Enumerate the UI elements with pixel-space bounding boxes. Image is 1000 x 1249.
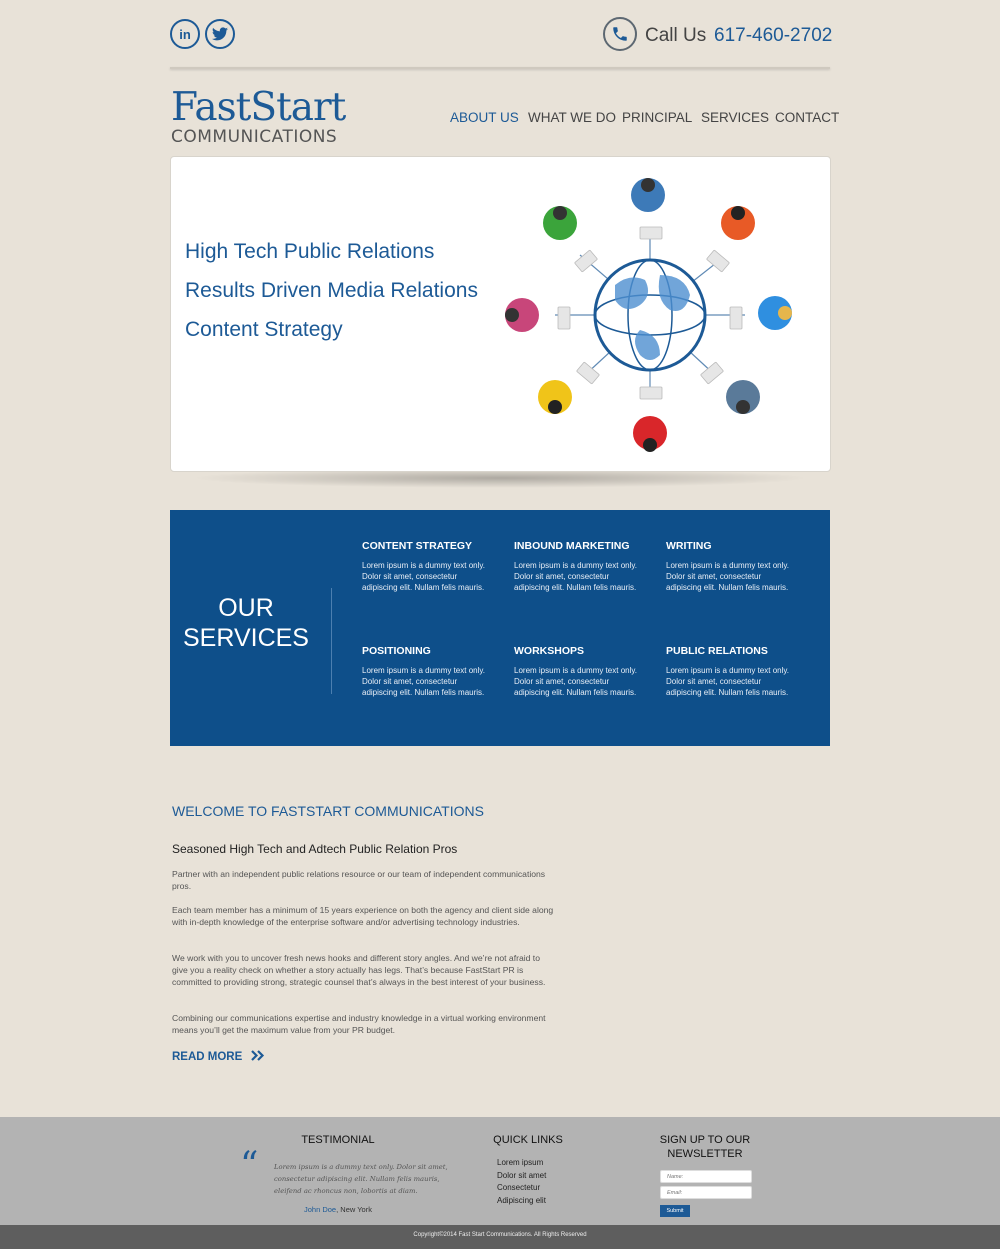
newsletter-submit-button[interactable]: Submit <box>660 1205 690 1217</box>
read-more-link[interactable] <box>172 1050 265 1063</box>
nav-principal[interactable]: PRINCIPAL <box>622 110 693 125</box>
testimonial-author-name: John Doe <box>304 1205 337 1214</box>
service-text: Lorem ipsum is a dummy text only. Dolor sit amet, consectetur adipiscing elit. Nullam felis mauris. <box>514 666 638 697</box>
newsletter-title-line-1: SIGN UP TO OUR <box>659 1134 751 1146</box>
service-positioning[interactable] <box>362 645 494 698</box>
double-chevron-right-icon <box>251 1050 265 1061</box>
twitter-bird-glyph <box>212 27 228 41</box>
testimonial-author <box>304 1205 372 1214</box>
welcome-paragraph-4: Combining our communications expertise and industry knowledge in a virtual working environment means you’ll get the maximum value from your PR budget. <box>172 1013 546 1035</box>
service-inbound-marketing[interactable] <box>514 540 646 593</box>
service-text: Lorem ipsum is a dummy text only. Dolor sit amet, consectetur adipiscing elit. Nullam felis mauris. <box>362 666 486 697</box>
twitter-icon[interactable] <box>205 19 235 49</box>
logo-main-text: FastStart <box>171 85 346 130</box>
hero-line-1: High Tech Public Relations <box>185 240 435 263</box>
linkedin-icon[interactable]: in <box>170 19 200 49</box>
copyright-text: Copyright©2014 Fast Start Communications. All Rights Reserved <box>413 1232 587 1238</box>
service-writing[interactable] <box>666 540 798 593</box>
welcome-paragraph-3: We work with you to uncover fresh news hooks and different story angles. And we’re not afraid to give you a reality check on whether a story actually has legs. That’s because FastStart PR is committed to providing strong, strategic counsel that’s always in the best interest of your business. <box>172 953 546 987</box>
globe-icon <box>595 260 705 370</box>
hero-line-2: Results Driven Media Relations <box>185 279 478 302</box>
testimonial-author-location: , New York <box>336 1205 372 1214</box>
testimonial-title: TESTIMONIAL <box>301 1134 375 1146</box>
hero-line-3: Content Strategy <box>185 318 343 341</box>
welcome-paragraph-2: Each team member has a minimum of 15 years experience on both the agency and client side along with in-depth knowledge of the enterprise software and/or advertising technology industries. <box>172 905 554 927</box>
phone-number[interactable]: 617-460-2702 <box>714 25 833 46</box>
nav-what-we-do[interactable]: WHAT WE DO <box>528 110 616 125</box>
service-title: WRITING <box>666 540 712 552</box>
service-text: Lorem ipsum is a dummy text only. Dolor sit amet, consectetur adipiscing elit. Nullam felis mauris. <box>362 561 486 592</box>
newsletter-title-line-2: NEWSLETTER <box>667 1148 743 1160</box>
service-title: PUBLIC RELATIONS <box>666 645 768 657</box>
service-title: WORKSHOPS <box>514 645 585 657</box>
service-content-strategy[interactable] <box>362 540 494 593</box>
quick-link[interactable]: Dolor sit amet <box>497 1170 547 1180</box>
quote-icon: “ <box>240 1145 259 1186</box>
quick-link[interactable]: Consectetur <box>497 1183 541 1192</box>
service-title: POSITIONING <box>362 645 431 657</box>
testimonial-quote: Lorem ipsum is a dummy text only. Dolor sit amet, consectetur adipiscing elit. Nullam felis mauris, eleifend ac rhoncus non, lobortis at diam. <box>274 1163 448 1195</box>
nav-about-us[interactable]: ABOUT US <box>450 110 519 125</box>
read-more-label: READ MORE <box>172 1051 243 1063</box>
call-us-label: Call Us <box>645 25 707 46</box>
quick-link[interactable]: Adipiscing elit <box>497 1195 546 1205</box>
newsletter-name-input[interactable]: Name: <box>660 1170 752 1183</box>
nav-services[interactable]: SERVICES <box>701 110 770 125</box>
welcome-paragraph-1: Partner with an independent public relations resource or our team of independent communications pros. <box>172 869 546 891</box>
logo[interactable] <box>171 85 346 147</box>
quick-links-title: QUICK LINKS <box>493 1134 563 1146</box>
welcome-title: WELCOME TO FASTSTART COMMUNICATIONS <box>172 803 484 819</box>
service-text: Lorem ipsum is a dummy text only. Dolor sit amet, consectetur adipiscing elit. Nullam felis mauris. <box>666 666 790 697</box>
newsletter-email-input[interactable]: Email: <box>660 1186 752 1199</box>
phone-icon <box>603 17 637 51</box>
quick-link[interactable]: Lorem ipsum <box>497 1158 544 1167</box>
hero-illustration <box>490 165 810 467</box>
service-public-relations[interactable] <box>666 645 798 698</box>
service-title: CONTENT STRATEGY <box>362 540 473 552</box>
quick-links-list <box>497 1157 546 1207</box>
service-text: Lorem ipsum is a dummy text only. Dolor sit amet, consectetur adipiscing elit. Nullam felis mauris. <box>514 561 638 592</box>
welcome-subtitle: Seasoned High Tech and Adtech Public Relation Pros <box>172 842 458 856</box>
service-title: INBOUND MARKETING <box>514 540 630 552</box>
services-divider <box>331 588 332 694</box>
service-text: Lorem ipsum is a dummy text only. Dolor sit amet, consectetur adipiscing elit. Nullam felis mauris. <box>666 561 790 592</box>
logo-sub-text: COMMUNICATIONS <box>171 127 338 147</box>
header-divider <box>170 67 830 69</box>
service-workshops[interactable] <box>514 645 646 698</box>
newsletter-title <box>645 1133 765 1161</box>
services-title-line-1: OUR <box>218 594 274 622</box>
nav-contact[interactable]: CONTACT <box>775 110 840 125</box>
services-title <box>172 593 320 653</box>
services-title-line-2: SERVICES <box>183 624 309 652</box>
